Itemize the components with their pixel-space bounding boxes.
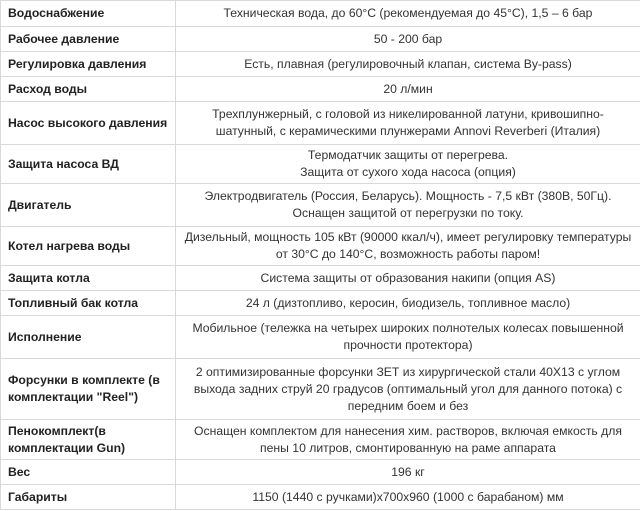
spec-value-line: 2 оптимизированные форсунки ЗЕТ из хирургической стали 40Х13 с углом xyxy=(195,364,621,379)
spec-label: Форсунки в комплекте (в комплектации "Reel") xyxy=(1,359,176,420)
spec-label: Пенокомплект(в комплектации Gun) xyxy=(1,420,176,460)
spec-row-foam-kit xyxy=(1,420,640,460)
spec-value-line: Система защиты от образования накипи (опция AS) xyxy=(260,270,556,285)
spec-label: Котел нагрева воды xyxy=(1,227,176,266)
spec-value-line: шатунный, с керамическими плунжерами Annovi Reverberi (Италия) xyxy=(215,124,601,138)
spec-value-line: пены 10 литров, смонтированную на раме аппарата xyxy=(260,440,556,455)
spec-label: Исполнение xyxy=(1,316,176,359)
spec-row-fuel-tank xyxy=(1,291,640,316)
spec-value-line: Оснащен комплектом для нанесения хим. растворов, включая емкость для xyxy=(194,423,622,438)
spec-row-working-pressure xyxy=(1,27,640,52)
specifications-body xyxy=(1,1,640,510)
spec-value-line: Мобильное (тележка на четырех широких полнотелых колесах повышенной xyxy=(192,321,624,335)
spec-label: Вес xyxy=(1,460,176,485)
spec-value-line: Дизельный, мощность 105 кВт (90000 ккал/ч), имеет регулировку температуры xyxy=(184,230,632,244)
spec-value xyxy=(176,52,640,77)
spec-value-line: Электродвигатель (Россия, Беларусь). Мощность - 7,5 кВт (380В, 50Гц). xyxy=(204,189,612,203)
spec-value xyxy=(176,227,640,266)
spec-label: Рабочее давление xyxy=(1,27,176,52)
spec-value-line: Защита от сухого хода насоса (опция) xyxy=(300,165,516,179)
spec-value xyxy=(176,485,640,510)
spec-row-pump-protection xyxy=(1,145,640,184)
spec-label: Насос высокого давления xyxy=(1,102,176,145)
spec-value-line: 50 - 200 бар xyxy=(373,31,443,46)
spec-value xyxy=(176,27,640,52)
spec-value-line: Есть, плавная (регулировочный клапан, система By-pass) xyxy=(244,56,572,71)
spec-value-line: Термодатчик защиты от перегрева. xyxy=(307,148,509,162)
spec-row-dimensions xyxy=(1,485,640,510)
spec-value-line: от 30°C до 140°C, возможность работы паром! xyxy=(275,247,541,261)
spec-value-line: прочности протектора) xyxy=(343,338,473,352)
spec-value-line: выхода задних струй 20 градусов (оптимальный угол для данного потока) с xyxy=(193,381,623,396)
spec-label: Топливный бак котла xyxy=(1,291,176,316)
spec-row-pressure-adjustment xyxy=(1,52,640,77)
spec-row-water-supply xyxy=(1,1,640,27)
spec-label: Габариты xyxy=(1,485,176,510)
spec-label: Двигатель xyxy=(1,184,176,227)
spec-row-nozzles xyxy=(1,359,640,420)
spec-label: Водоснабжение xyxy=(1,1,176,27)
spec-value-line: 196 кг xyxy=(391,464,425,479)
spec-value-line: Техническая вода, до 60°C (рекомендуемая до 45°C), 1,5 – 6 бар xyxy=(223,6,593,20)
spec-label: Расход воды xyxy=(1,77,176,102)
spec-row-high-pressure-pump xyxy=(1,102,640,145)
spec-value-line: Трехплунжерный, с головой из никелированной латуни, кривошипно- xyxy=(212,107,604,121)
spec-label: Регулировка давления xyxy=(1,52,176,77)
spec-value xyxy=(176,460,640,485)
spec-value xyxy=(176,184,640,227)
spec-value xyxy=(176,266,640,291)
spec-value-line: передним боем и без xyxy=(347,398,469,413)
spec-value xyxy=(176,102,640,145)
spec-value xyxy=(176,145,640,184)
spec-value xyxy=(176,359,640,420)
spec-label: Защита насоса ВД xyxy=(1,145,176,184)
spec-row-boiler-protection xyxy=(1,266,640,291)
spec-value xyxy=(176,316,640,359)
spec-value-line: 20 л/мин xyxy=(383,81,433,96)
spec-label: Защита котла xyxy=(1,266,176,291)
spec-row-weight xyxy=(1,460,640,485)
spec-row-boiler xyxy=(1,227,640,266)
spec-value-line: Оснащен защитой от перегрузки по току. xyxy=(292,206,524,220)
spec-value-line: 24 л (дизтопливо, керосин, биодизель, топливное масло) xyxy=(245,295,571,310)
spec-row-design xyxy=(1,316,640,359)
spec-row-motor xyxy=(1,184,640,227)
spec-value xyxy=(176,77,640,102)
spec-value xyxy=(176,1,640,27)
spec-value-line: 1150 (1440 с ручками)х700х960 (1000 с барабаном) мм xyxy=(252,489,564,504)
spec-row-water-flow xyxy=(1,77,640,102)
spec-value xyxy=(176,420,640,460)
spec-value xyxy=(176,291,640,316)
